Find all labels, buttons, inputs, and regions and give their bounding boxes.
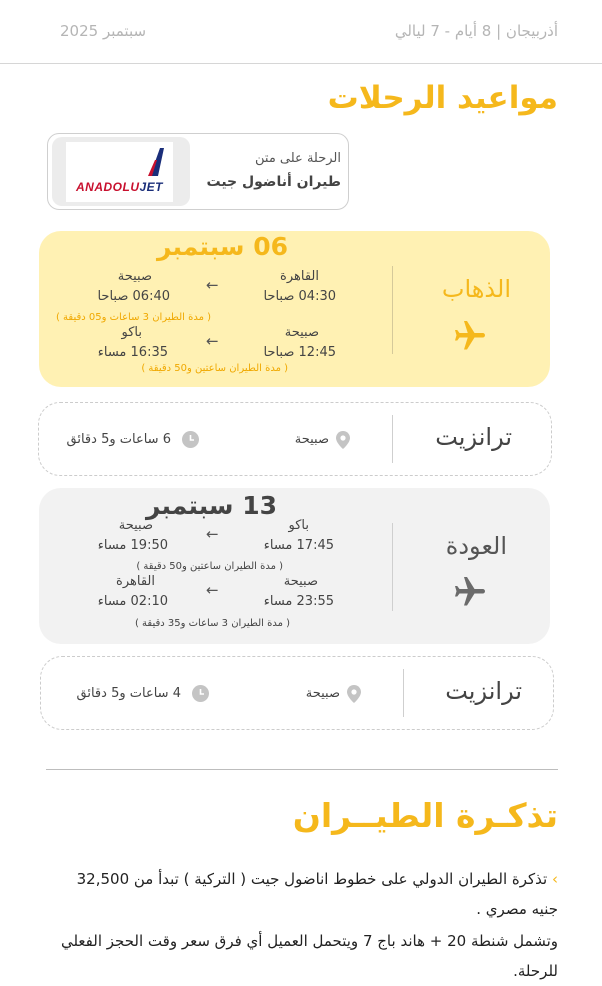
return-label: العودة (445, 532, 507, 560)
page-header (0, 0, 602, 64)
transit-duration: 6 ساعات و5 دقائق (66, 432, 171, 447)
transit-card (40, 656, 554, 730)
ticket-description (58, 864, 558, 924)
arrow-left-icon: ← (206, 276, 219, 294)
leg2-duration: ( مدة الطيران 3 ساعات و35 دقيقة ) (134, 618, 290, 629)
outbound-card (39, 231, 550, 387)
airline-name: طيران أناضول جيت (206, 174, 341, 190)
clock-icon (182, 431, 199, 448)
leg1-from-time: 17:45 مساء (263, 538, 334, 553)
leg2-from-city: صبيحة (283, 574, 318, 589)
leg1-duration: ( مدة الطيران ساعتين و50 دقيقة ) (136, 561, 283, 572)
transit-label: ترانزيت (435, 423, 512, 451)
ticket-title: تذكـرة الطيــران (292, 796, 558, 835)
leg2-to-city: باكو (121, 325, 142, 340)
header-month: سبتمبر 2025 (60, 22, 147, 40)
leg2-to-time: 16:35 مساء (97, 345, 168, 360)
airline-caption: الرحلة على متن (255, 151, 341, 166)
outbound-label: الذهاب (441, 275, 511, 303)
transit-card (38, 402, 552, 476)
flights-title: مواعيد الرحلات (327, 80, 558, 116)
leg2-to-city: القاهرة (116, 574, 155, 589)
header-trip-info: أذربيجان | 8 أيام - 7 ليالي (394, 22, 558, 40)
leg2-duration: ( مدة الطيران ساعتين و50 دقيقة ) (141, 363, 288, 374)
airplane-icon (452, 318, 488, 354)
arrow-left-icon: ← (206, 525, 219, 543)
leg2-from-city: صبيحة (284, 325, 319, 340)
leg1-duration: ( مدة الطيران 3 ساعات و05 دقيقة ) (55, 312, 211, 323)
bullet-icon: › (552, 870, 558, 888)
leg2-to-time: 02:10 مساء (97, 594, 168, 609)
leg1-from-city: القاهرة (280, 269, 319, 284)
airline-logo-text: ANADOLUJET (75, 180, 163, 194)
arrow-left-icon: ← (206, 581, 219, 599)
section-divider (46, 769, 558, 770)
transit-duration: 4 ساعات و5 دقائق (76, 686, 181, 701)
arrow-left-icon: ← (206, 332, 219, 350)
location-pin-icon (347, 685, 361, 703)
leg1-to-time: 19:50 مساء (97, 538, 168, 553)
location-pin-icon (336, 431, 350, 449)
return-date: 13 سبتمبر (146, 491, 278, 520)
leg1-from-time: 04:30 صباحا (263, 289, 336, 304)
transit-city: صبيحة (305, 686, 340, 701)
ticket-price-text: تذكرة الطيران الدولي على خطوط اناضول جيت ( التركية ) تبدأ من 32,500 جنيه مصري . (76, 870, 558, 918)
airline-card (47, 133, 349, 210)
leg1-to-time: 06:40 صباحا (97, 289, 170, 304)
outbound-date: 06 سبتمبر (157, 232, 289, 261)
leg2-from-time: 12:45 صباحا (263, 345, 336, 360)
airplane-icon (452, 574, 488, 610)
transit-city: صبيحة (294, 432, 329, 447)
leg1-to-city: صبيحة (118, 518, 153, 533)
tail-logo-icon (146, 146, 166, 176)
transit-label: ترانزيت (445, 677, 522, 705)
clock-icon (192, 685, 209, 702)
ticket-inclusions: وتشمل شنطة 20 + هاند باج 7 ويتحمل العميل أي فرق سعر وقت الحجز الفعلي للرحلة. (60, 932, 558, 980)
airline-logo (52, 137, 190, 206)
leg1-from-city: باكو (288, 518, 309, 533)
leg1-to-city: صبيحة (117, 269, 152, 284)
leg2-from-time: 23:55 مساء (263, 594, 334, 609)
return-card (39, 488, 550, 644)
